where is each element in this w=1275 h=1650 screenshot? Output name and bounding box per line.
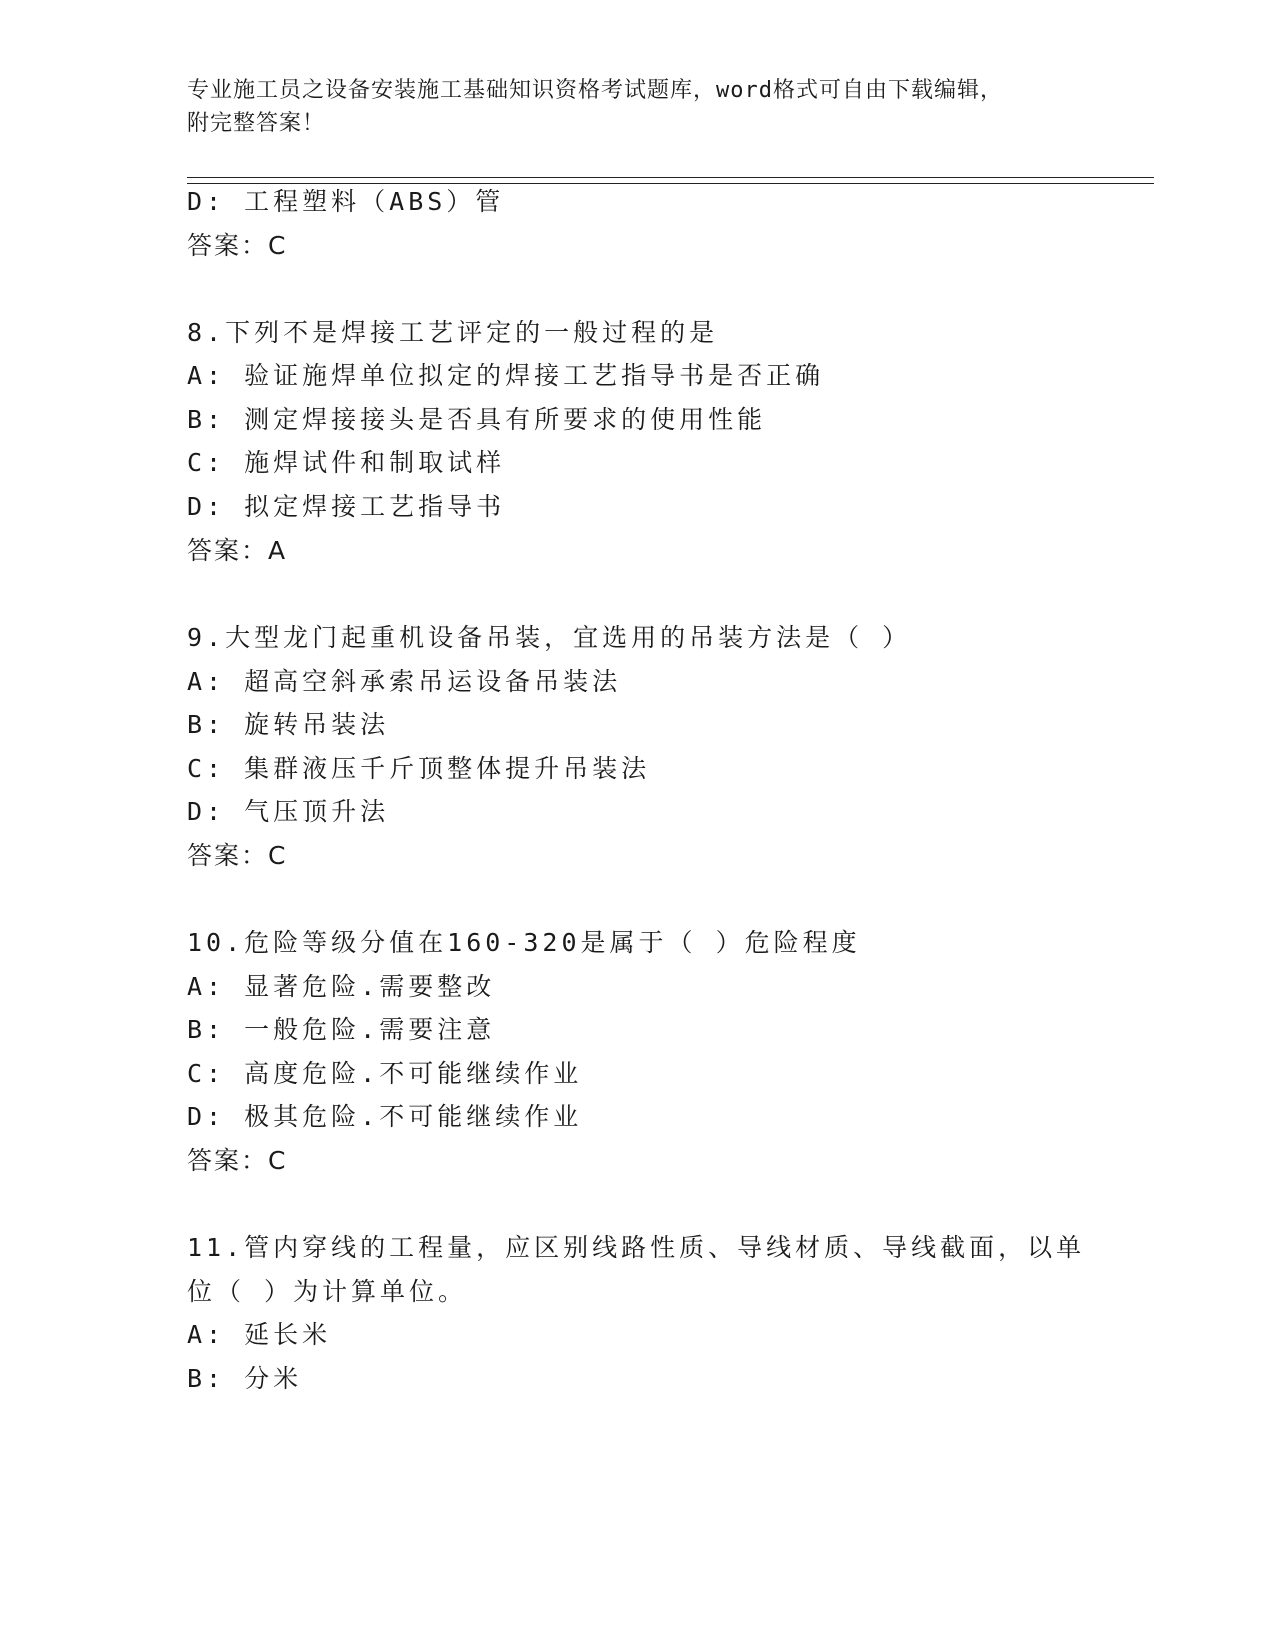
q9-answer: 答案：C	[187, 841, 288, 870]
header-line-2: 附完整答案！	[187, 111, 326, 136]
q11-stem-line-2: 位（ ）为计算单位。	[187, 1277, 468, 1306]
header-line-1: 专业施工员之设备安装施工基础知识资格考试题库，word格式可自由下载编辑，	[187, 78, 1003, 103]
q8-option-b: B: 测定焊接接头是否具有所要求的使用性能	[187, 405, 767, 434]
q8-option-d: D: 拟定焊接工艺指导书	[187, 492, 506, 521]
document-page	[187, 0, 1157, 1650]
q10-option-a: A: 显著危险.需要整改	[187, 972, 496, 1001]
q8-stem: 8.下列不是焊接工艺评定的一般过程的是	[187, 318, 719, 347]
q8-option-a: A: 验证施焊单位拟定的焊接工艺指导书是否正确	[187, 361, 825, 390]
q9-option-c: C: 集群液压千斤顶整体提升吊装法	[187, 754, 651, 783]
q8-option-c: C: 施焊试件和制取试样	[187, 448, 506, 477]
header-divider	[187, 177, 1154, 184]
q9-option-a: A: 超高空斜承索吊运设备吊装法	[187, 667, 622, 696]
q10-answer: 答案：C	[187, 1146, 288, 1175]
document-header	[187, 74, 1087, 140]
q11-option-b: B: 分米	[187, 1364, 303, 1393]
q10-option-d: D: 极其危险.不可能继续作业	[187, 1102, 583, 1131]
q11-option-a: A: 延长米	[187, 1320, 332, 1349]
q8-answer: 答案：A	[187, 536, 288, 565]
q9-option-d: D: 气压顶升法	[187, 797, 390, 826]
q10-option-b: B: 一般危险.需要注意	[187, 1015, 496, 1044]
q7-option-d: D: 工程塑料（ABS）管	[187, 187, 505, 216]
q10-option-c: C: 高度危险.不可能继续作业	[187, 1059, 583, 1088]
q11-stem-line-1: 11.管内穿线的工程量，应区别线路性质、导线材质、导线截面，以单	[187, 1233, 1086, 1262]
q9-option-b: B: 旋转吊装法	[187, 710, 390, 739]
q7-answer: 答案：C	[187, 231, 288, 260]
q10-stem: 10.危险等级分值在160-320是属于（ ）危险程度	[187, 928, 861, 957]
q9-stem: 9.大型龙门起重机设备吊装，宜选用的吊装方法是（ ）	[187, 623, 912, 652]
